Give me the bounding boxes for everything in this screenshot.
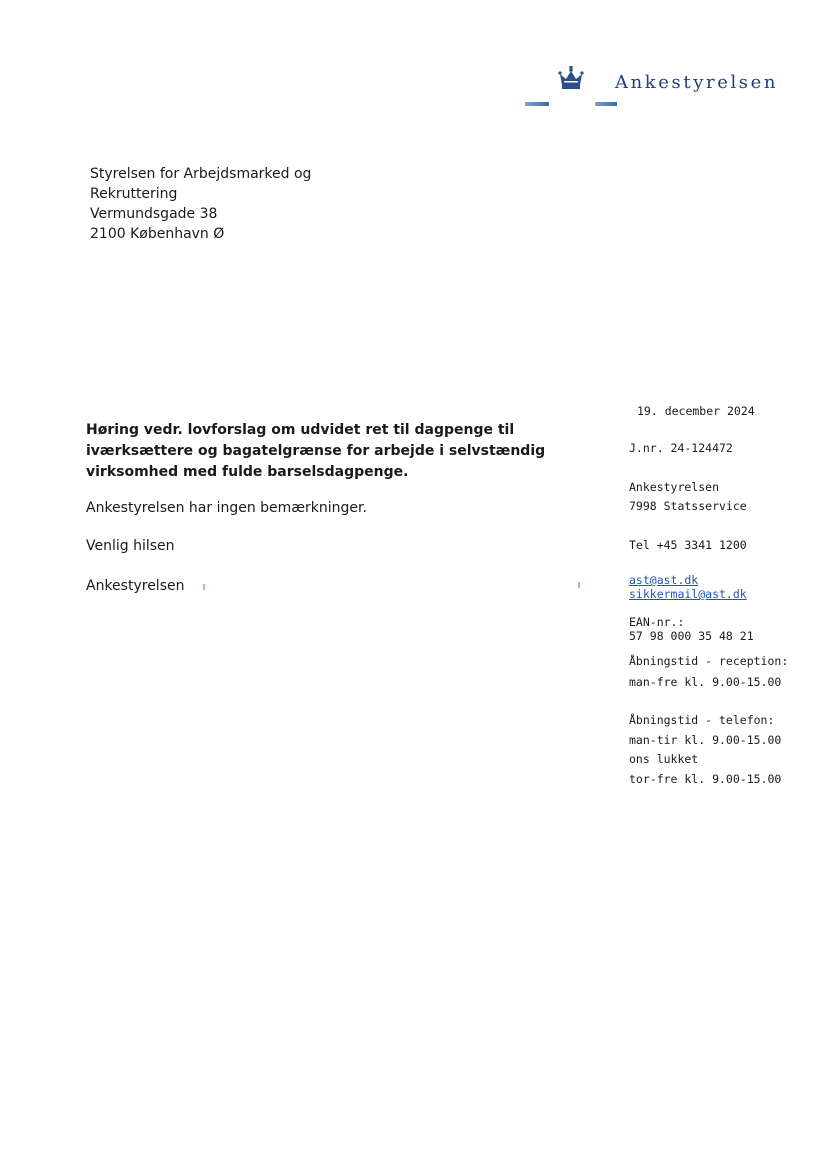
subject-line: virksomhed med fulde barselsdagpenge. (86, 464, 409, 480)
email-link[interactable]: ast@ast.dk (629, 573, 699, 587)
org-address: 7998 Statsservice (629, 499, 747, 513)
signature-mark (578, 582, 580, 588)
phone-hours-line: man-tir kl. 9.00-15.00 (629, 733, 782, 747)
reception-title: Åbningstid - reception: (629, 654, 789, 668)
journal-number: J.nr. 24-124472 (629, 441, 733, 455)
signature-mark (203, 584, 205, 590)
logo-bar-right (595, 102, 617, 106)
recipient-line: 2100 København Ø (90, 226, 225, 242)
reception-hours: man-fre kl. 9.00-15.00 (629, 675, 782, 689)
recipient-line: Vermundsgade 38 (90, 206, 218, 222)
statement-text: Ankestyrelsen har ingen bemærkninger. (86, 500, 367, 516)
recipient-address (90, 164, 311, 244)
closing-text: Venlig hilsen (86, 538, 175, 554)
recipient-line: Styrelsen for Arbejdsmarked og (90, 166, 312, 182)
ean-block (629, 615, 754, 643)
email-links (629, 573, 747, 601)
phone-hours-line: tor-fre kl. 9.00-15.00 (629, 772, 782, 786)
ankestyrelsen-logo (525, 64, 805, 114)
logo-bar-left (525, 102, 549, 106)
crown-icon (558, 66, 584, 92)
ean-label: EAN-nr.: (629, 615, 685, 629)
signature-text: Ankestyrelsen (86, 578, 185, 594)
phone-hours-line: ons lukket (629, 752, 699, 766)
subject-line: Høring vedr. lovforslag om udvidet ret til dagpenge til (86, 422, 515, 438)
letter-date: 19. december 2024 (637, 404, 755, 418)
logo-wordmark: Ankestyrelsen (615, 72, 779, 93)
subject-line: iværksættere og bagatelgrænse for arbejde i selvstændig (86, 443, 546, 459)
phone-number: Tel +45 3341 1200 (629, 538, 747, 552)
ean-value: 57 98 000 35 48 21 (629, 629, 754, 643)
recipient-line: Rekruttering (90, 186, 178, 202)
letter-subject (86, 420, 556, 483)
org-name: Ankestyrelsen (629, 480, 720, 494)
secure-email-link[interactable]: sikkermail@ast.dk (629, 587, 747, 601)
phone-hours-title: Åbningstid - telefon: (629, 713, 775, 727)
